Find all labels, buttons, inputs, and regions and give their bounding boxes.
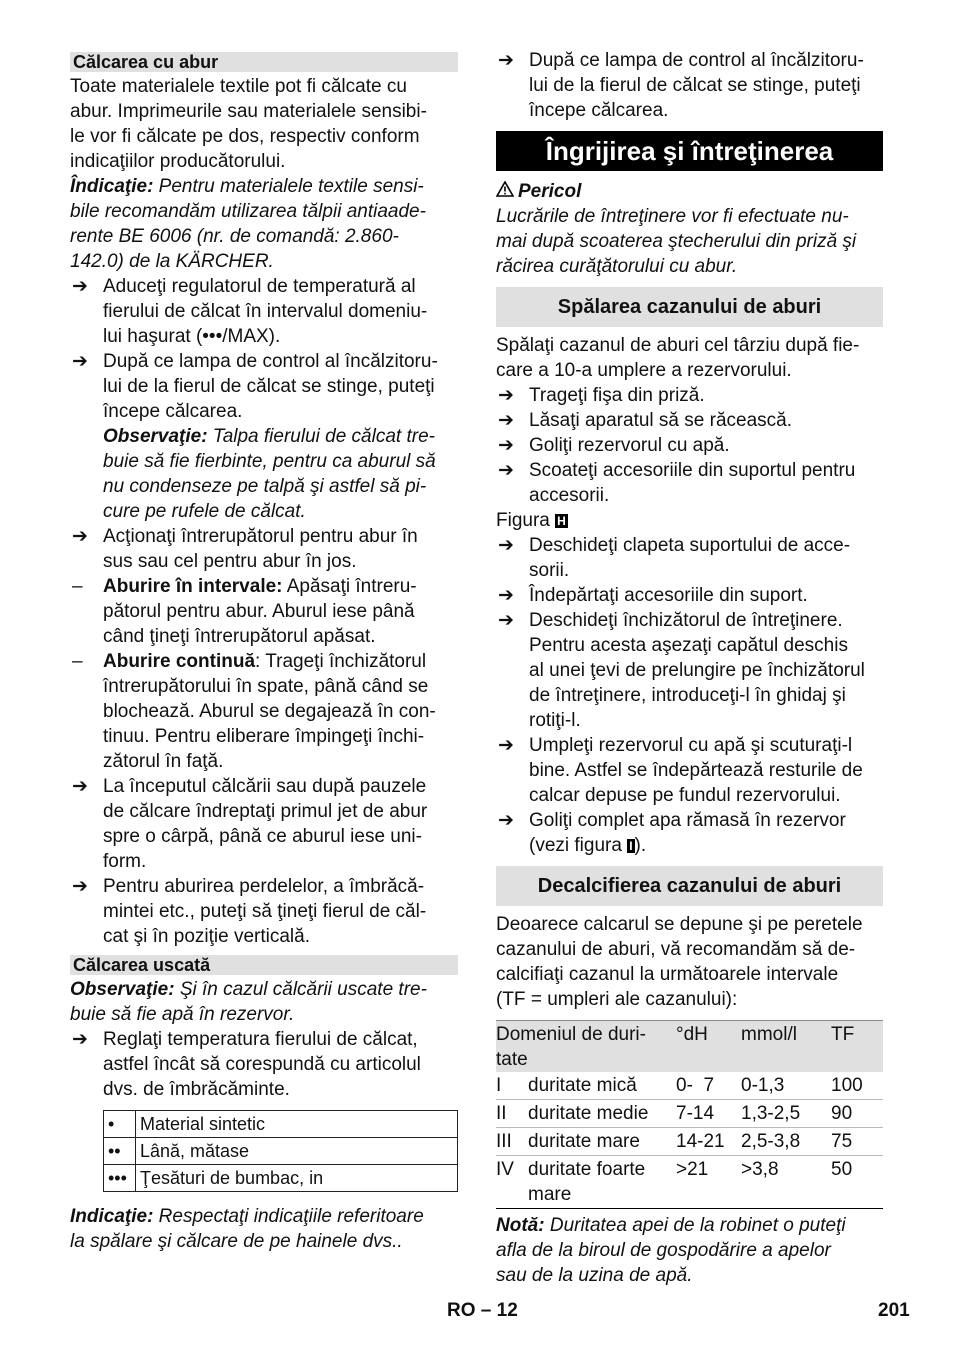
page-footer [0, 1298, 954, 1322]
step-item: ➔ Reglaţi temperatura fierului de călcat, astfel încât să corespundă cu articolul dvs. de îmbrăcăminte. [72, 1029, 421, 1100]
arrow-right-icon: ➔ [72, 276, 88, 297]
page-number: 201 [878, 1300, 910, 1321]
figure-letter-badge: H [557, 514, 566, 528]
steam-intro: Toate materialele textile pot fi călcate cu abur. Imprimeurile sau materialele sensibi- le vor fi călcate pe dos, respectiv conform indicaţiilor producătorului. [70, 76, 427, 172]
decalc-intro: Deoarece calcarul se depune şi pe peretele cazanului de aburi, vă recomandăm să de- calcifiaţi cazanul la următoarele intervale (TF = umpleri ale cazanului): [496, 914, 863, 1010]
step-item: ➔ Umpleţi rezervorul cu apă şi scuturaţi-l bine. Astfel se îndepărtează resturile de calcar depuse pe fundul rezervorului. [498, 735, 863, 806]
arrow-right-icon: ➔ [498, 735, 514, 756]
dash-item: – Aburire în intervale: Apăsaţi întreru- pătorul pentru abur. Aburul iese până când ţineţi întrerupătorul apăsat. [72, 576, 417, 647]
column-header-mmol: mmol/l [741, 1021, 831, 1073]
step-item: ➔ După ce lampa de control al încălzitoru- lui de la fierul de călcat se stinge, puteţi începe călcarea. [498, 50, 864, 121]
arrow-right-icon: ➔ [72, 1029, 88, 1050]
dry-observation: Observaţie: Şi în cazul călcării uscate tre- buie să fie apă în rezervor. [70, 979, 427, 1025]
arrow-right-icon: ➔ [72, 776, 88, 797]
table-row: •• Lână, mătase [104, 1138, 458, 1165]
table-row: I duritate mică 0- 7 0-1,3 100 [496, 1072, 883, 1100]
water-hardness-table [496, 1020, 883, 1209]
arrow-right-icon: ➔ [72, 351, 88, 372]
table-row: II duritate medie 7-14 1,3-2,5 90 [496, 1100, 883, 1128]
temperature-settings-table [103, 1110, 458, 1192]
step-item: ➔ Pentru aburirea perdelelor, a îmbrăcă- mintei etc., puteţi să ţineţi fierul de căl- cat şi în poziţie verticală. [72, 876, 427, 947]
danger-warning: Pericol Lucrările de întreţinere vor fi efectuate nu- mai după scoaterea ştecherului din priză şi răcirea curăţătorului cu abur. [496, 181, 857, 277]
table-row: ••• Ţesături de bumbac, in [104, 1165, 458, 1192]
step-item: ➔ Îndepărtaţi accesoriile din suport. [498, 585, 808, 606]
step-item: ➔ Deschideţi clapeta suportului de acce- sorii. [498, 535, 851, 581]
section-heading-dry-ironing: Călcarea uscată [70, 955, 458, 975]
arrow-right-icon: ➔ [72, 526, 88, 547]
decalc-note: Notă: Duritatea apei de la robinet o puteţi afla de la biroul de gospodărire a apelor sau de la uzina de apă. [496, 1215, 846, 1286]
step-item: ➔ Scoateţi accesoriile din suportul pentru accesorii. [498, 460, 856, 506]
dash-item: – Aburire continuă: Trageţi închizătorul întrerupătorului în spate, până când se blochează. Aburul se degajează în con- tinuu. Pentru eliberare împingeţi închi- zătorul în faţă. [72, 651, 436, 772]
step-item: ➔ Goliţi complet apa rămasă în rezervor (vezi figura I ). [498, 810, 846, 856]
warning-triangle-icon [496, 179, 518, 204]
arrow-right-icon: ➔ [498, 435, 514, 456]
dash-marker: – [72, 576, 83, 597]
step-item: ➔ La începutul călcării sau după pauzele de călcare îndreptaţi primul jet de abur spre o cârpă, până ce aburul iese uni- form. [72, 776, 428, 872]
step-item: ➔ Acţionaţi întrerupătorul pentru abur în sus sau cel pentru abur în jos. [72, 526, 418, 572]
table-header-row [496, 1021, 883, 1073]
table-row: IV duritate foarte mare >21 >3,8 50 [496, 1156, 883, 1209]
figure-reference: Figura H [496, 510, 566, 531]
step-item: ➔ Lăsaţi aparatul să se răcească. [498, 410, 792, 431]
steam-note: Îndicaţie: Pentru materialele textile sensi- bile recomandăm utilizarea tălpii antiaade- rente BE 6006 (nr. de comandă: 2.860- 142.0) de la KÄRCHER. [70, 176, 426, 272]
arrow-right-icon: ➔ [498, 610, 514, 631]
left-column [70, 48, 458, 1254]
table-row: III duritate mare 14-21 2,5-3,8 75 [496, 1128, 883, 1156]
step-item: ➔ Aduceţi regulatorul de temperatură al fierului de călcat în intervalul domeniu- lui haşurat (•••/MAX). [72, 276, 428, 347]
section-heading-boiler-rinse: Spălarea cazanului de aburi [496, 287, 883, 327]
column-header-range: Domeniul de duri- tate [496, 1021, 676, 1073]
arrow-right-icon: ➔ [72, 876, 88, 897]
column-header-tf: TF [831, 1021, 883, 1073]
steam-observation: Observaţie: Talpa fierului de călcat tre- buie să fie fierbinte, pentru ca aburul să nu condenseze pe talpă şi astfel să pi- cure pe rufele de călcat. [103, 426, 436, 522]
section-heading-decalcification: Decalcifierea cazanului de aburi [496, 866, 883, 906]
step-item: ➔ Deschideţi închizătorul de întreţinere. Pentru acesta aşezaţi capătul deschis al unei ţevi de prelungire pe închizătorul de întreţinere, introduceţi-l în ghidaj şi rotiţi-l. [498, 610, 865, 731]
arrow-right-icon: ➔ [498, 385, 514, 406]
dry-note: Indicaţie: Respectaţi indicaţiile referitoare la spălare şi călcare de pe hainele dvs.. [70, 1206, 424, 1252]
arrow-right-icon: ➔ [498, 810, 514, 831]
wash-intro: Spălaţi cazanul de aburi cel târziu după fie- care a 10-a umplere a rezervorului. [496, 335, 860, 381]
section-heading-steam-ironing: Călcarea cu abur [70, 52, 458, 72]
arrow-right-icon: ➔ [498, 535, 514, 556]
section-page-label: RO – 12 [447, 1300, 518, 1321]
step-item: ➔ După ce lampa de control al încălzitoru- lui de la fierul de călcat se stinge, puteţi începe călcarea. [72, 351, 438, 422]
right-column [496, 48, 883, 1288]
column-header-dh: °dH [676, 1021, 741, 1073]
figure-letter-badge: I [629, 839, 633, 853]
arrow-right-icon: ➔ [498, 585, 514, 606]
arrow-right-icon: ➔ [498, 50, 514, 71]
step-item: ➔ Goliţi rezervorul cu apă. [498, 435, 730, 456]
table-row: • Material sintetic [104, 1111, 458, 1138]
chapter-title: Îngrijirea şi întreţinerea [496, 131, 883, 171]
arrow-right-icon: ➔ [498, 410, 514, 431]
arrow-right-icon: ➔ [498, 460, 514, 481]
step-item: ➔ Trageţi fişa din priză. [498, 385, 705, 406]
dash-marker: – [72, 651, 83, 672]
